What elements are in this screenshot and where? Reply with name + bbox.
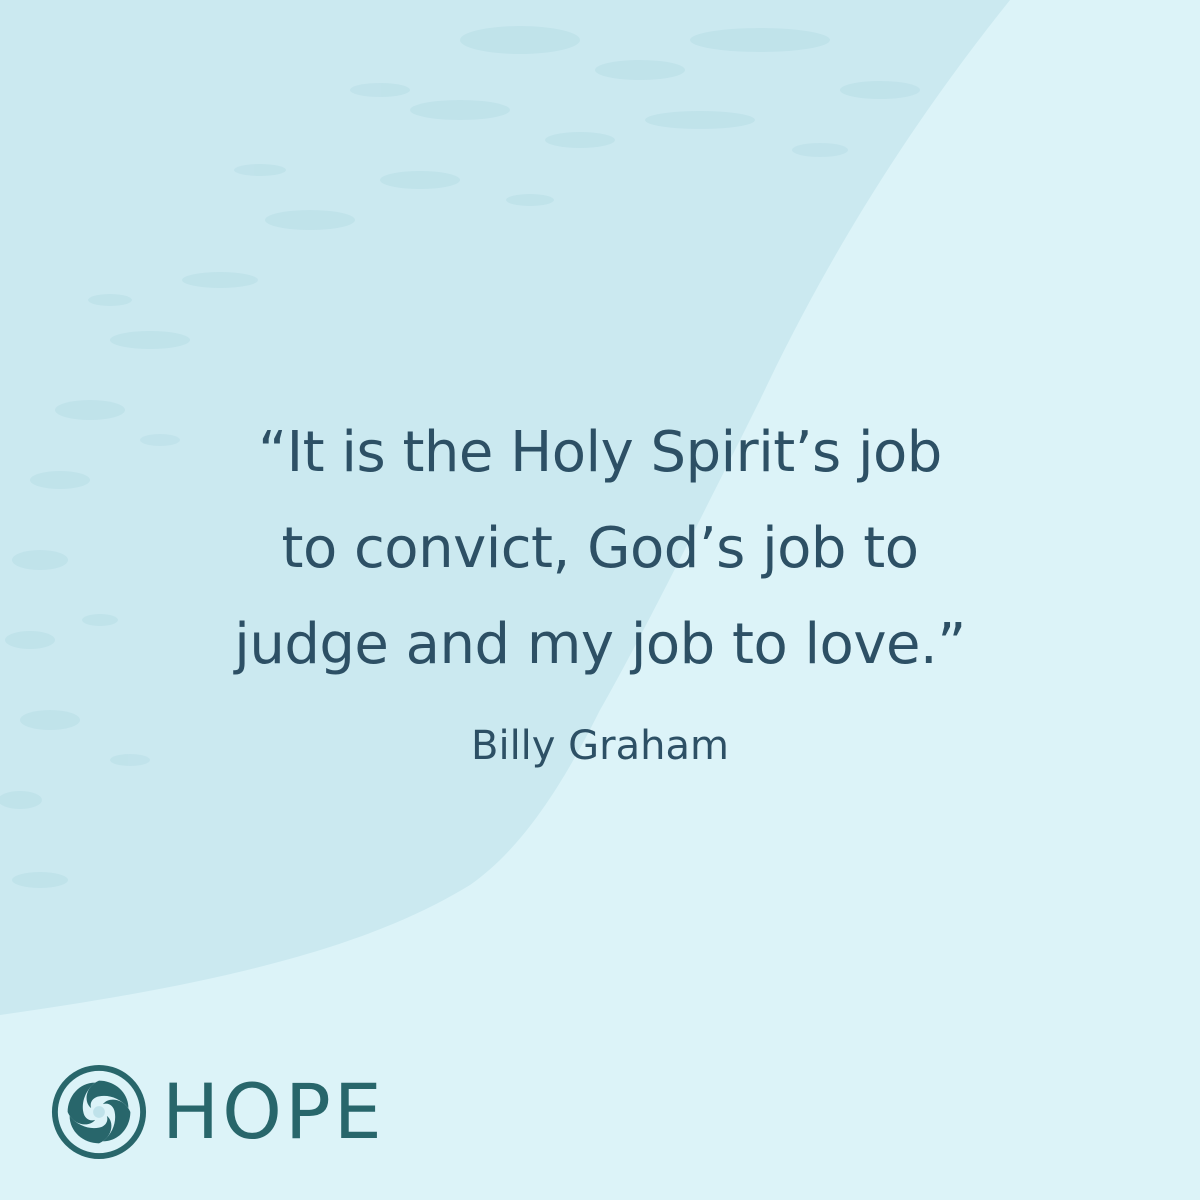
swirl-circle-icon — [50, 1063, 148, 1161]
brand-name: HOPE — [162, 1067, 385, 1156]
quote-block — [0, 405, 1200, 771]
quote-line: judge and my job to love.” — [234, 612, 966, 677]
quote-author: Billy Graham — [471, 723, 729, 769]
hope-logo — [50, 1063, 385, 1161]
quote-line: “It is the Holy Spirit’s job — [258, 420, 942, 485]
quote-line: to convict, God’s job to — [281, 516, 919, 581]
